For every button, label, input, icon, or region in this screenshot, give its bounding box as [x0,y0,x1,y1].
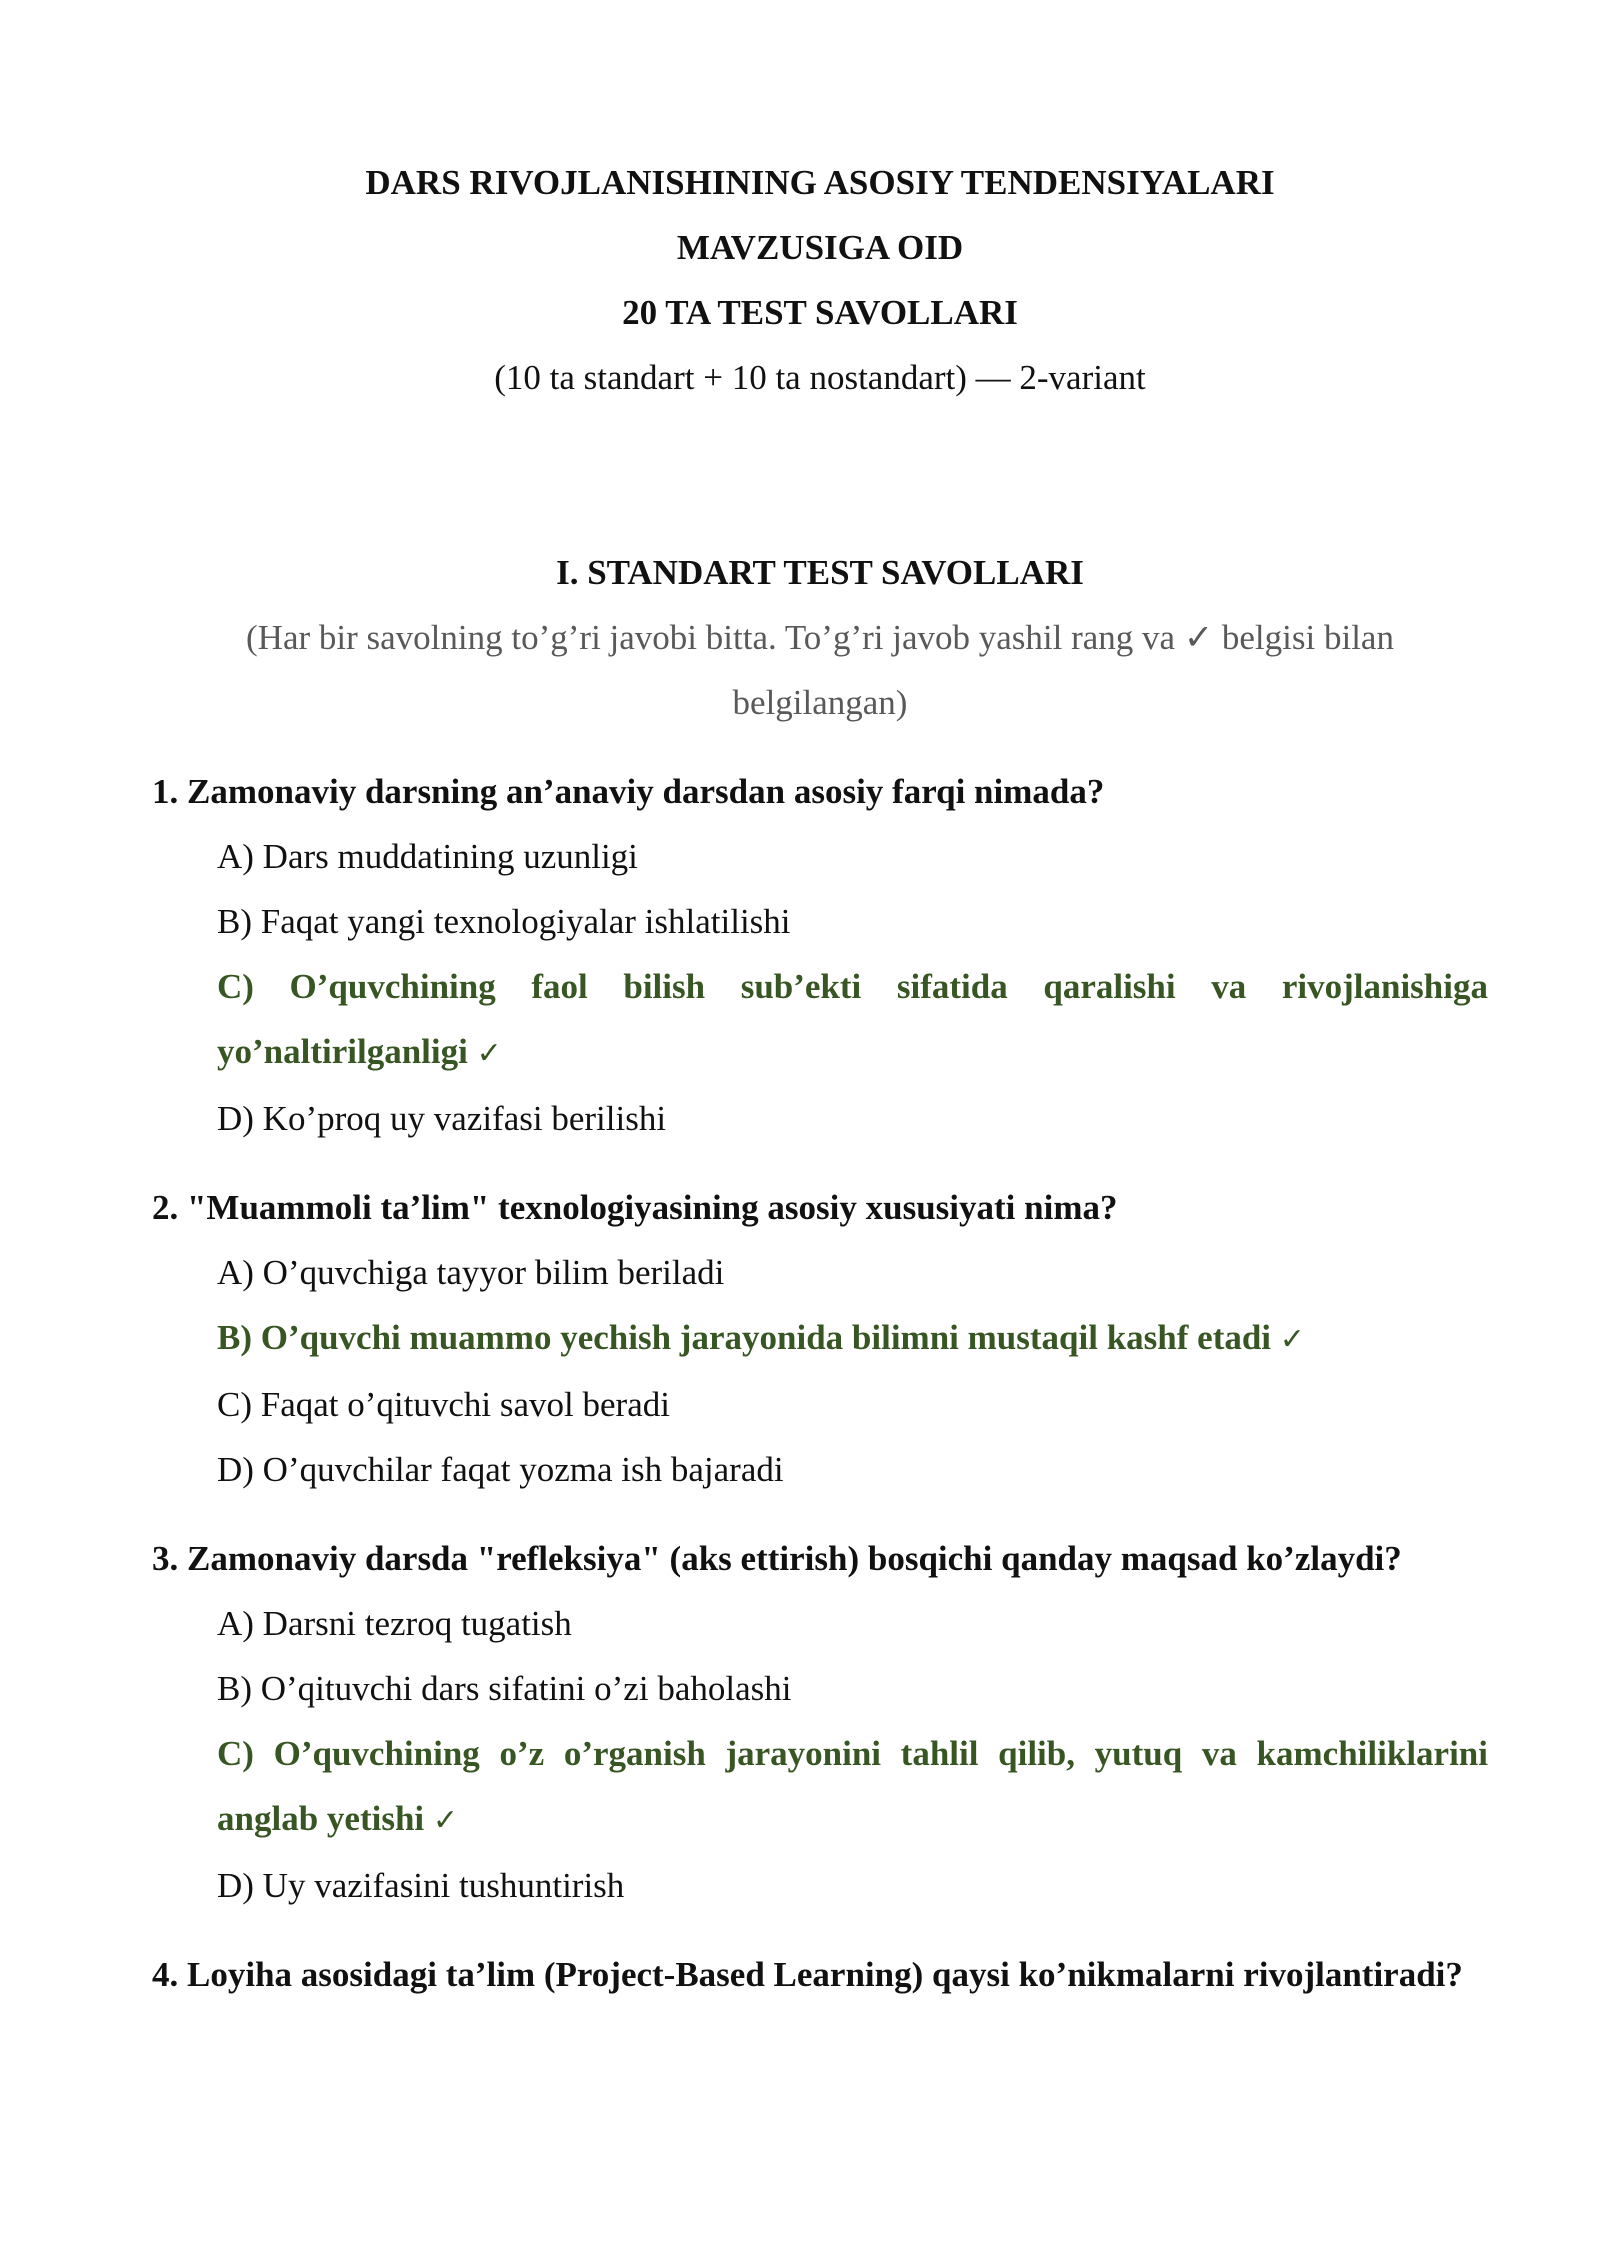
section-note: (Har bir savolning to’g’ri javobi bitta. To’g’ri javob yashil rang va ✓ belgisi bilan belgilangan) [246,618,1394,722]
question-2-option-d [152,1437,1488,1502]
question-3-option-d [152,1853,1488,1918]
question-2-text: 2. "Muammoli ta’lim" texnologiyasining asosiy xususiyati nima? [152,1188,1118,1227]
question-1-option-b [152,889,1488,954]
question-1-option-c-correct [152,954,1488,1086]
option-label: D) Uy vazifasini tushuntirish [217,1866,625,1905]
option-label: A) Dars muddatining uzunligi [217,837,638,876]
option-label: C) O’quvchining o’z o’rganish jarayonini tahlil qilib, yutuq va kamchiliklarini anglab yetishi [217,1734,1488,1838]
question-4 [152,1942,1488,2007]
question-1-option-d [152,1086,1488,1151]
question-2-option-b-correct [152,1305,1488,1372]
question-1-option-a [152,824,1488,889]
document-title-line-2: MAVZUSIGA OID [676,228,964,267]
question-2-option-a [152,1240,1488,1305]
question-3-option-b [152,1656,1488,1721]
option-label: A) Darsni tezroq tugatish [217,1604,572,1643]
document-title-line-1: DARS RIVOJLANISHINING ASOSIY TENDENSIYALARI [365,163,1275,202]
question-3-option-a [152,1591,1488,1656]
question-4-text: 4. Loyiha asosidagi ta’lim (Project-Based Learning) qaysi ko’nikmalarni rivojlantiradi? [152,1955,1463,1994]
question-3-option-c-correct [152,1721,1488,1853]
question-3 [152,1526,1488,1918]
checkmark-icon: ✓ [476,1036,502,1071]
question-2 [152,1175,1488,1502]
option-label: D) O’quvchilar faqat yozma ish bajaradi [217,1450,784,1489]
question-1 [152,759,1488,1151]
question-1-text: 1. Zamonaviy darsning an’anaviy darsdan asosiy farqi nimada? [152,772,1105,811]
document-title-line-3: 20 TA TEST SAVOLLARI [622,293,1018,332]
question-2-option-c [152,1372,1488,1437]
option-label: D) Ko’proq uy vazifasi berilishi [217,1099,667,1138]
section-title: I. STANDART TEST SAVOLLARI [556,553,1084,592]
option-label: B) Faqat yangi texnologiyalar ishlatilishi [217,902,791,941]
question-3-text: 3. Zamonaviy darsda "refleksiya" (aks ettirish) bosqichi qanday maqsad ko’zlaydi? [152,1539,1402,1578]
checkmark-icon: ✓ [1279,1322,1305,1357]
checkmark-icon: ✓ [432,1803,459,1838]
document-subtitle: (10 ta standart + 10 ta nostandart) — 2-variant [494,358,1146,397]
option-label: C) O’quvchining faol bilish sub’ekti sifatida qaralishi va rivojlanishiga yo’naltirilganligi [217,967,1488,1071]
option-label: B) O’quvchi muammo yechish jarayonida bilimni mustaqil kashf etadi [217,1318,1272,1357]
option-label: B) O’qituvchi dars sifatini o’zi baholashi [217,1669,792,1708]
option-label: A) O’quvchiga tayyor bilim beriladi [217,1253,725,1292]
option-label: C) Faqat o’qituvchi savol beradi [217,1385,670,1424]
